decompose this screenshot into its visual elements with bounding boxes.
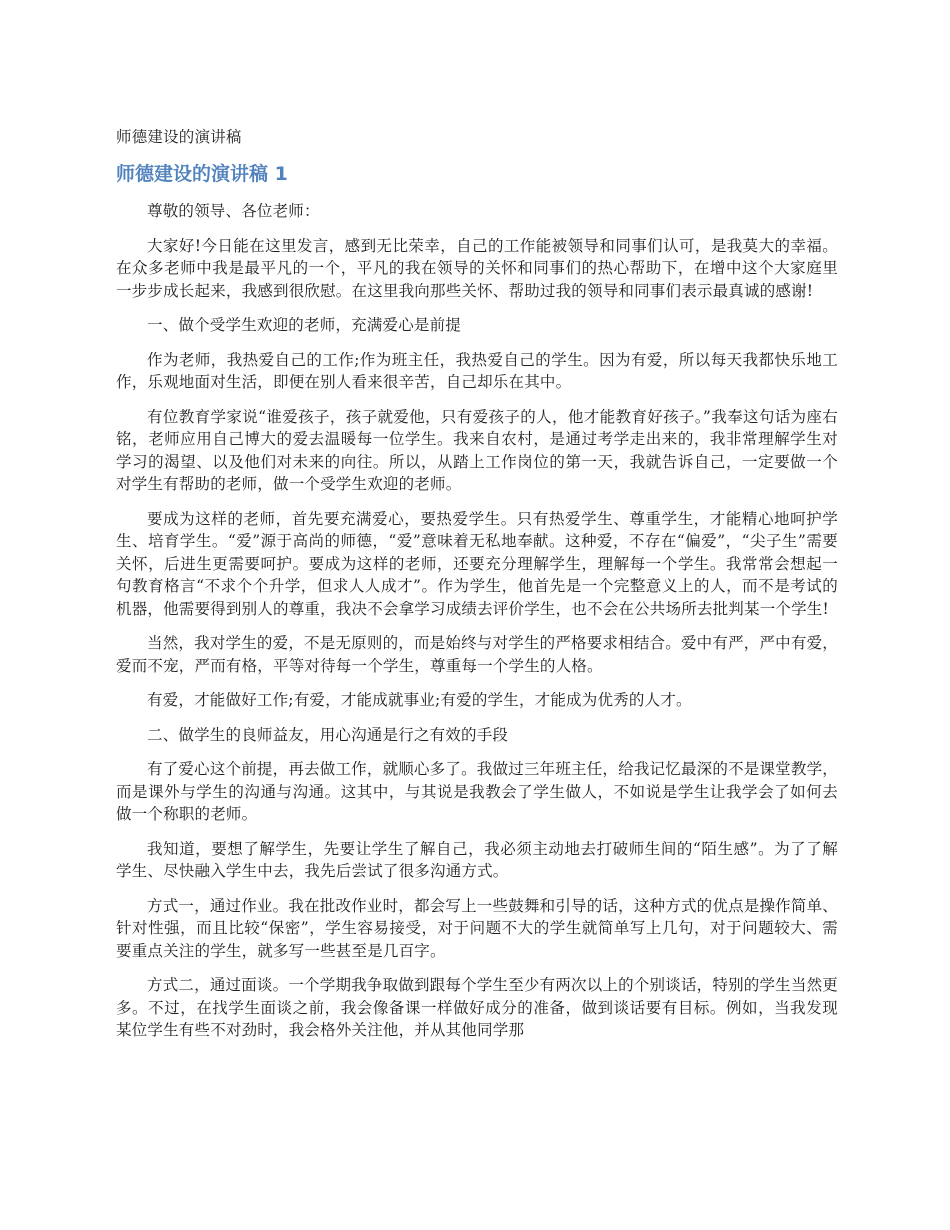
section-heading: 师德建设的演讲稿 1: [116, 163, 288, 185]
paragraph: 我知道，要想了解学生，先要让学生了解自己，我必须主动地去打破师生间的“陌生感”。为了了解学生、尽快融入学生中去，我先后尝试了很多沟通方式。: [116, 839, 838, 880]
paragraph-opening: 大家好!今日能在这里发言，感到无比荣幸，自己的工作能被领导和同事们认可，是我莫大的幸福。在众多老师中我是最平凡的一个，平凡的我在领导的关怀和同事们的热心帮助下，在增中这个大家庭里一步步成长起来，我感到很欣慰。在这里我向那些关怀、帮助过我的领导和同事们表示最真诚的感谢!: [116, 236, 838, 300]
document-body: [116, 124, 838, 1054]
paragraph: 有爱，才能做好工作;有爱，才能成就事业;有爱的学生，才能成为优秀的人才。: [147, 691, 692, 709]
paragraph-subheading-1: 一、做个受学生欢迎的老师，充满爱心是前提: [147, 316, 462, 334]
paragraph: 有位教育学家说“谁爱孩子，孩子就爱他，只有爱孩子的人，他才能教育好孩子。”我奉这句话为座右铭，老师应用自己博大的爱去温暖每一位学生。我来自农村，是通过考学走出来的，我非常理解学生对学习的渴望、以及他们对未来的向往。所以，从踏上工作岗位的第一天，我就告诉自己，一定要做一个对学生有帮助的老师，做一个受学生欢迎的老师。: [116, 407, 838, 493]
paragraph: 方式二，通过面谈。一个学期我争取做到跟每个学生至少有两次以上的个别谈话，特别的学生当然更多。不过，在找学生面谈之前，我会像备课一样做好成分的准备，做到谈话要有目标。例如，当我发现某位学生有些不对劲时，我会格外关注他，并从其他同学那: [116, 976, 838, 1039]
paragraph: 方式一，通过作业。我在批改作业时，都会写上一些鼓舞和引导的话，这种方式的优点是操作简单、针对性强，而且比较“保密”，学生容易接受，对于问题不大的学生就简单写上几句，对于问题较大、需要重点关注的学生，就多写一些甚至是几百字。: [116, 896, 838, 960]
paragraph: 作为老师，我热爱自己的工作;作为班主任，我热爱自己的学生。因为有爱，所以每天我都快乐地工作，乐观地面对生活，即便在别人看来很辛苦，自己却乐在其中。: [116, 350, 838, 391]
paragraph: 要成为这样的老师，首先要充满爱心，要热爱学生。只有热爱学生、尊重学生，才能精心地呵护学生、培育学生。“爱”源于高尚的师德，“爱”意味着无私地奉献。这种爱，不存在“偏爱”，“尖子生”需要关怀，后进生更需要呵护。要成为这样的老师，还要充分理解学生，理解每一个学生。我常常会想起一句教育格言“不求个个升学，但求人人成才”。作为学生，他首先是一个完整意义上的人，而不是考试的机器，他需要得到别人的尊重，我决不会拿学习成绩去评价学生，也不会在公共场所去批判某一个学生!: [116, 509, 838, 618]
document-title: 师德建设的演讲稿: [116, 128, 242, 146]
paragraph: 有了爱心这个前提，再去做工作，就顺心多了。我做过三年班主任，给我记忆最深的不是课堂教学，而是课外与学生的沟通与沟通。这其中，与其说是我教会了学生做人，不如说是学生让我学会了如何去做一个称职的老师。: [116, 760, 838, 823]
paragraph-subheading-2: 二、做学生的良师益友，用心沟通是行之有效的手段: [147, 725, 509, 744]
paragraph: 当然，我对学生的爱，不是无原则的，而是始终与对学生的严格要求相结合。爱中有严，严中有爱，爱而不宠，严而有格，平等对待每一个学生，尊重每一个学生的人格。: [116, 634, 838, 675]
paragraph-salutation: 尊敬的领导、各位老师：: [147, 202, 320, 220]
